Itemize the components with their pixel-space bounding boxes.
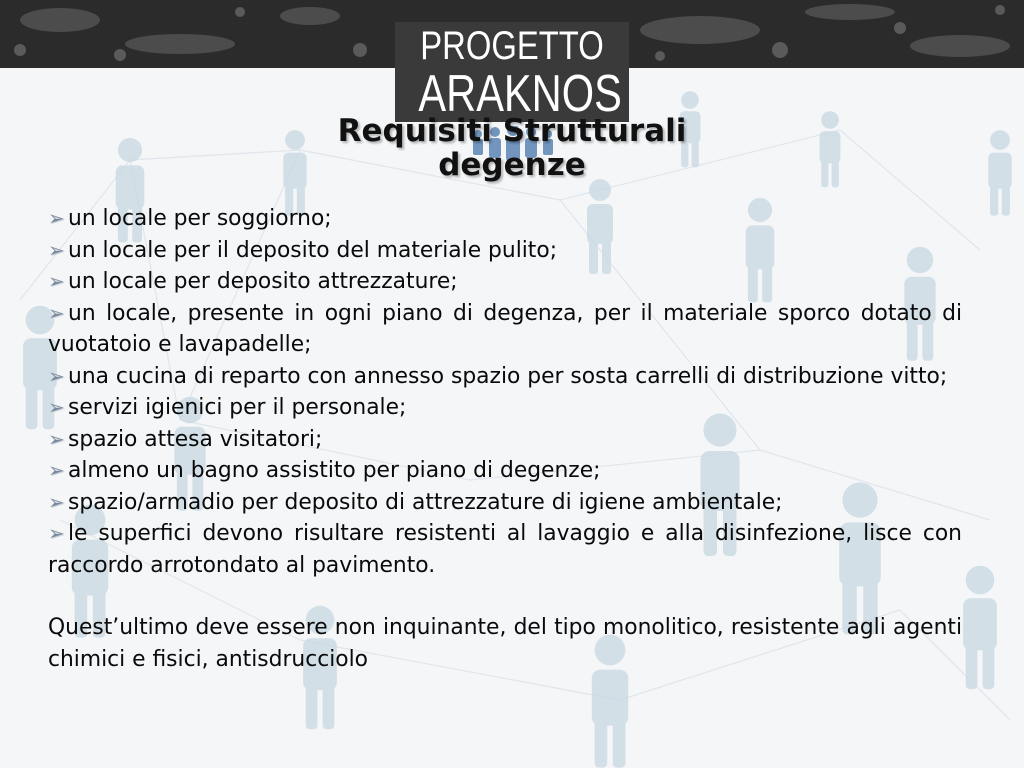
arrow-bullet-icon: ➢: [48, 269, 65, 293]
list-item: ➢ almeno un bagno assistito per piano di degenze;: [48, 455, 962, 487]
arrow-bullet-icon: ➢: [48, 300, 65, 325]
logo-text-progetto: PROGETTO: [420, 24, 604, 68]
title-line-2: degenze: [438, 147, 586, 183]
title-line-1: Requisiti Strutturali: [337, 113, 687, 149]
list-item: ➢ un locale per soggiorno;: [48, 203, 962, 235]
list-item: ➢ spazio/armadio per deposito di attrezzature di igiene ambientale;: [48, 487, 962, 519]
arrow-bullet-icon: ➢: [48, 237, 65, 262]
arrow-bullet-icon: ➢: [48, 489, 65, 514]
arrow-bullet-icon: ➢: [48, 521, 65, 545]
arrow-bullet-icon: ➢: [48, 426, 65, 451]
spacer: [48, 581, 962, 612]
requirements-list: [48, 203, 962, 675]
list-item: ➢ spazio attesa visitatori;: [48, 424, 962, 456]
arrow-bullet-icon: ➢: [48, 206, 65, 230]
list-item: ➢ servizi igienici per il personale;: [48, 392, 962, 424]
list-item: ➢ un locale per deposito attrezzature;: [48, 266, 962, 298]
logo: [395, 22, 629, 122]
floor-note: Quest’ultimo deve essere non inquinante, del tipo monolitico, resistente agli agenti chimici e fisici, antisdrucciolo: [48, 615, 962, 672]
slide-title: [300, 114, 724, 182]
list-item: ➢ le superfici devono risultare resistenti al lavaggio e alla disinfezione, lisce con raccordo arrotondato al pavimento.: [48, 518, 962, 581]
arrow-bullet-icon: ➢: [48, 395, 65, 419]
arrow-bullet-icon: ➢: [48, 363, 65, 388]
list-item: ➢ una cucina di reparto con annesso spazio per sosta carrelli di distribuzione vitto;: [48, 361, 962, 393]
list-item: ➢ un locale, presente in ogni piano di degenza, per il materiale sporco dotato di vuotatoio e lavapadelle;: [48, 298, 962, 361]
logo-text-araknos: ARAKNOS: [418, 65, 622, 123]
list-item: ➢ un locale per il deposito del materiale pulito;: [48, 235, 962, 267]
arrow-bullet-icon: ➢: [48, 458, 65, 482]
